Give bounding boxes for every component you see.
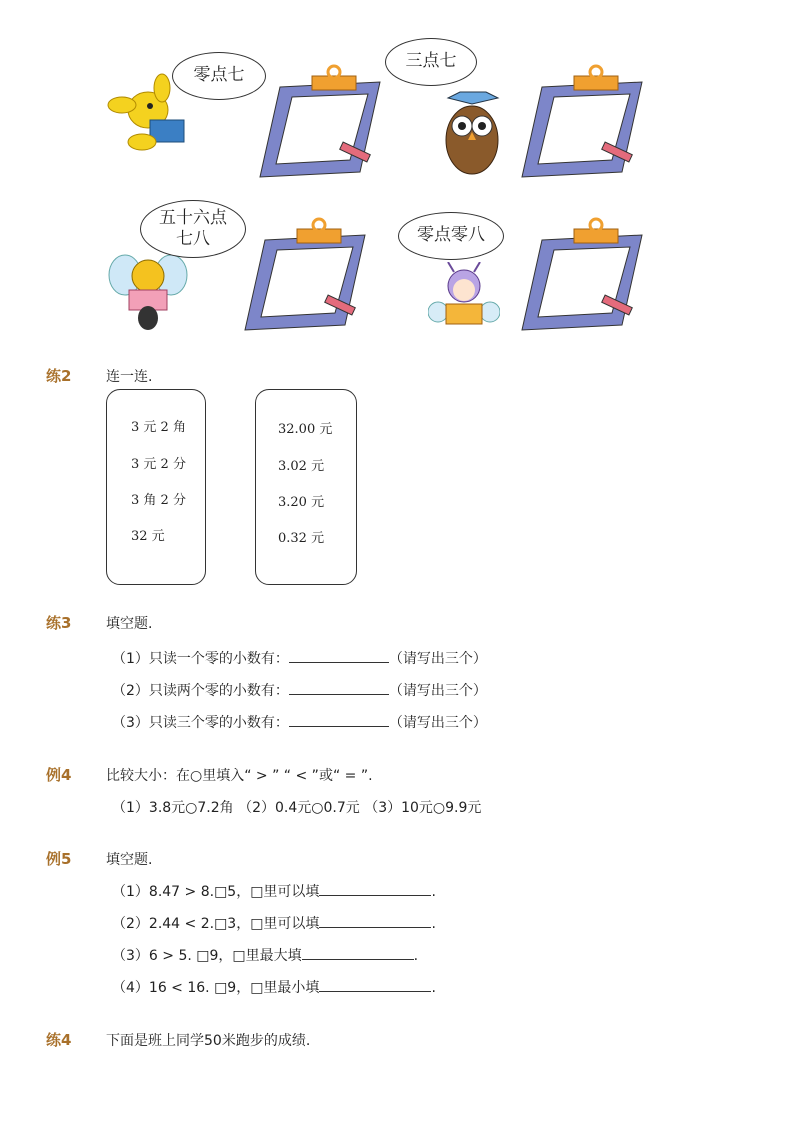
exercise-instruction-lian4: 下面是班上同学50米跑步的成绩. [106, 1033, 311, 1049]
question-text: （3）6 > 5. □9，□里最大填 [112, 948, 302, 964]
owl-with-graduation-cap-illustration [438, 82, 508, 182]
answer-blank[interactable] [319, 979, 431, 992]
answer-blank[interactable] [289, 714, 389, 727]
question-text: （1）8.47 > 8.□5，□里可以填 [112, 884, 320, 900]
exercise-instruction-lian2: 连一连. [106, 369, 153, 385]
example-instruction-li4: 比较大小：在○里填入“ > ” “ < ”或“ = ”. [106, 768, 373, 784]
speech-bubble-2 [385, 38, 477, 86]
left-item-4: 32 元 [131, 529, 165, 544]
bubble-text-3a: 五十六点 [159, 207, 227, 228]
right-item-1: 32.00 元 [278, 422, 333, 437]
right-item-2: 3.02 元 [278, 459, 325, 474]
speech-bubble-3 [140, 200, 246, 258]
clipboard-icon [512, 62, 652, 182]
bug-reading-illustration [428, 262, 500, 334]
question-text: （4）16 < 16. □9，□里最小填 [112, 980, 320, 996]
question-end: . [413, 948, 419, 964]
clipboard-icon [512, 215, 652, 335]
question-suffix: （请写出三个） [388, 683, 487, 699]
question-row [112, 913, 436, 933]
speech-bubble-4 [398, 212, 504, 260]
bee-reading-illustration [105, 250, 190, 335]
comparison-row: （1）3.8元○7.2角 （2）0.4元○0.7元 （3）10元○9.9元 [112, 800, 482, 816]
question-row [112, 945, 418, 965]
left-item-2: 3 元 2 分 [131, 457, 186, 472]
bubble-text-4: 零点零八 [417, 225, 485, 246]
question-end: . [431, 980, 436, 996]
bubble-text-2: 三点七 [405, 51, 457, 72]
question-end: . [431, 916, 436, 932]
question-text: （1）只读一个零的小数有： [112, 651, 289, 667]
question-text: （3）只读三个零的小数有： [112, 715, 289, 731]
question-row [112, 977, 436, 997]
question-row [112, 712, 487, 732]
exercise-label-lian3: 练3 [46, 614, 72, 632]
exercise-instruction-lian3: 填空题. [106, 616, 153, 632]
example-label-li4: 例4 [46, 766, 72, 784]
clipboard-icon [235, 215, 375, 335]
example-instruction-li5: 填空题. [106, 852, 153, 868]
question-row [112, 680, 487, 700]
exercise-label-lian4: 练4 [46, 1031, 72, 1049]
exercise-label-lian2: 练2 [46, 367, 72, 385]
answer-blank[interactable] [302, 947, 414, 960]
answer-blank[interactable] [289, 650, 389, 663]
right-item-3: 3.20 元 [278, 495, 325, 510]
answer-blank[interactable] [319, 883, 431, 896]
question-suffix: （请写出三个） [388, 651, 487, 667]
bubble-text-3b: 七八 [176, 229, 210, 249]
question-text: （2）只读两个零的小数有： [112, 683, 289, 699]
right-item-4: 0.32 元 [278, 531, 325, 546]
bubble-text-1: 零点七 [193, 65, 245, 86]
example-label-li5: 例5 [46, 850, 72, 868]
question-text: （2）2.44 < 2.□3，□里可以填 [112, 916, 320, 932]
clipboard-icon [250, 62, 390, 182]
question-suffix: （请写出三个） [388, 715, 487, 731]
question-row [112, 881, 436, 901]
left-matching-box [106, 389, 206, 585]
right-matching-box [255, 389, 357, 585]
answer-blank[interactable] [319, 915, 431, 928]
left-item-3: 3 角 2 分 [131, 493, 186, 508]
question-end: . [431, 884, 436, 900]
answer-blank[interactable] [289, 682, 389, 695]
question-row [112, 648, 487, 668]
left-item-1: 3 元 2 角 [131, 420, 186, 435]
